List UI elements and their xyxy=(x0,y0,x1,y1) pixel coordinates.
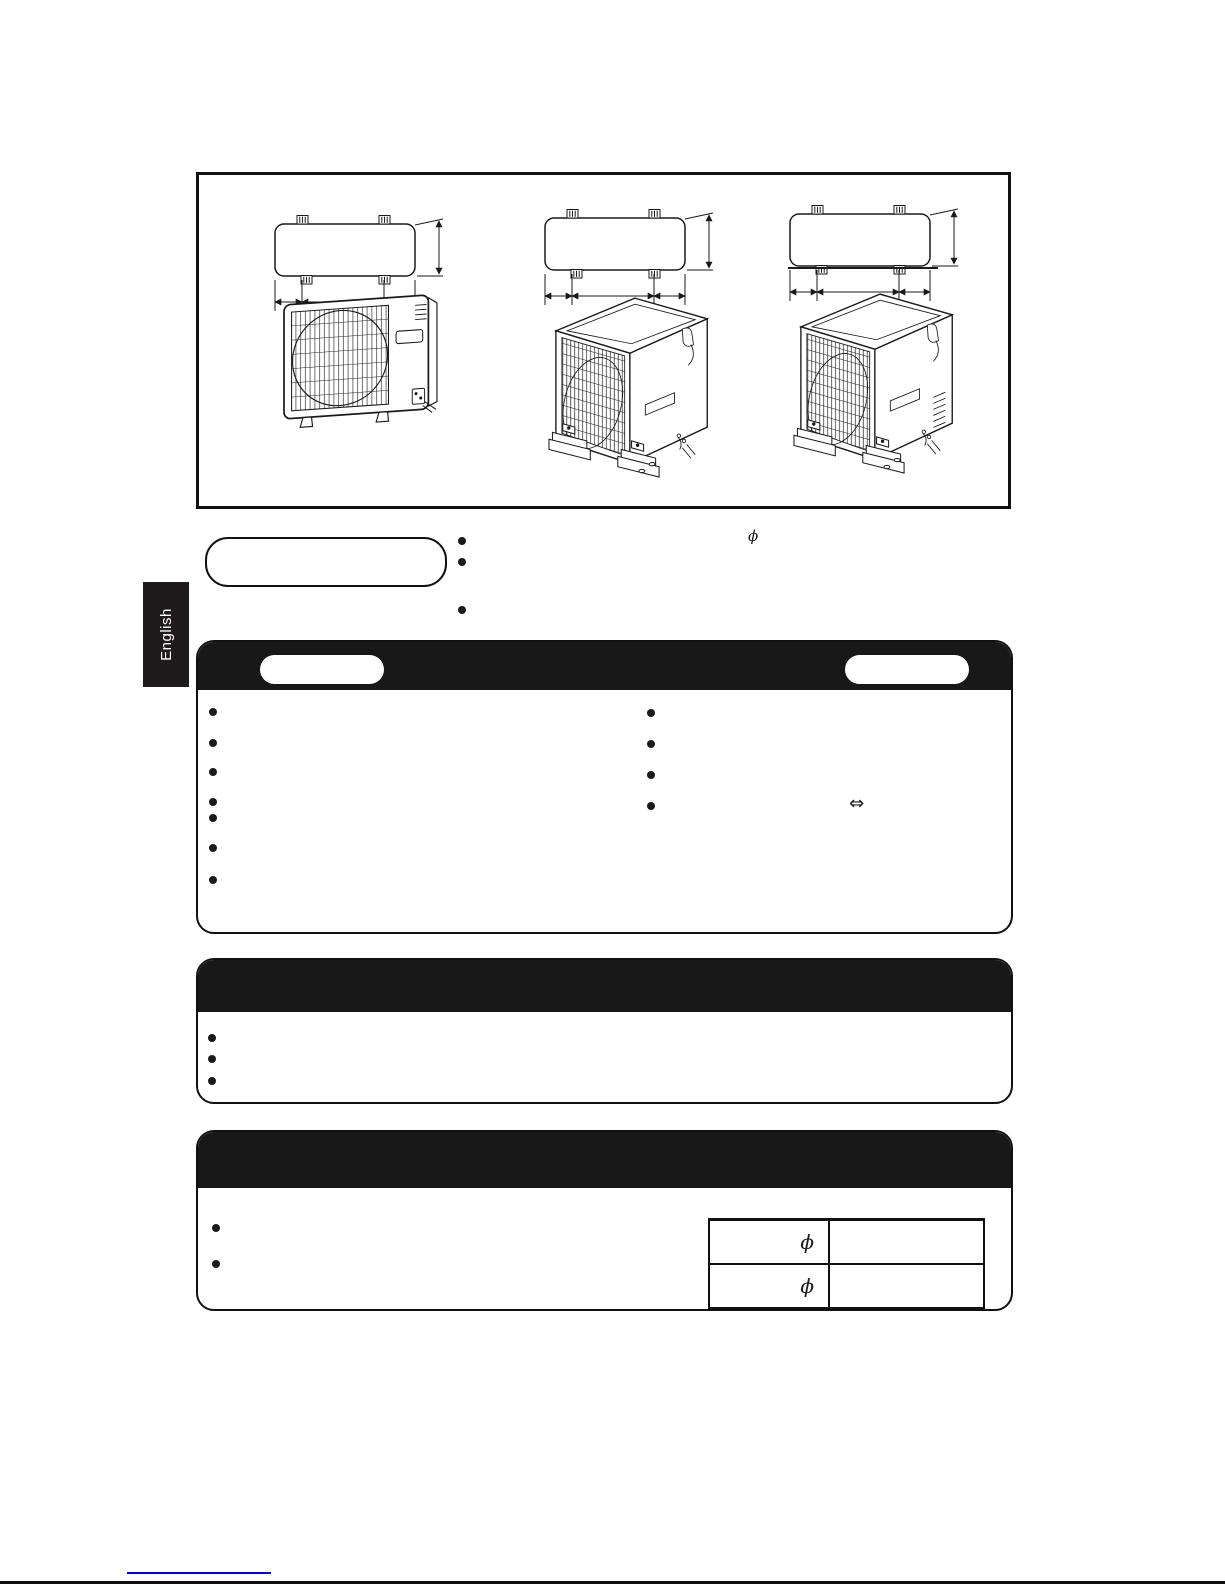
footer-link-underline[interactable] xyxy=(127,1572,271,1574)
double-arrow-icon: ⇔ xyxy=(849,793,865,814)
note-section-header-bar xyxy=(198,642,1011,690)
bullet-marker xyxy=(458,537,466,545)
phi-symbol: ϕ xyxy=(748,527,759,545)
list-item xyxy=(647,709,665,717)
bullet-marker xyxy=(209,798,217,806)
bullet-marker xyxy=(208,1077,216,1085)
caution-bullet-list xyxy=(208,1012,226,1085)
bullet-marker xyxy=(458,606,466,614)
bullet-marker xyxy=(647,802,655,810)
list-item xyxy=(209,739,227,747)
note-section xyxy=(196,640,1013,934)
page-bottom-rule xyxy=(0,1581,1225,1584)
top-view-diagram-2 xyxy=(545,210,713,306)
header-badge-left xyxy=(260,655,384,684)
bullet-marker xyxy=(209,814,217,822)
bullet-marker xyxy=(647,740,655,748)
list-item xyxy=(212,1224,230,1232)
list-item xyxy=(647,771,665,779)
outdoor-unit-drawing-2 xyxy=(549,298,707,477)
bullet-marker xyxy=(209,844,217,852)
outdoor-unit-drawing-1 xyxy=(284,294,437,428)
header-badge-right xyxy=(845,655,969,684)
top-view-diagram-3 xyxy=(788,206,958,302)
list-item xyxy=(209,876,227,884)
bullet-marker xyxy=(212,1260,220,1268)
language-tab xyxy=(143,582,189,687)
phi-cell: ϕ xyxy=(710,1221,830,1263)
tools-section-header-bar xyxy=(198,1132,1011,1188)
outdoor-unit-drawing-3 xyxy=(794,294,952,473)
tools-bullet-list xyxy=(212,1188,230,1268)
list-item xyxy=(208,1055,226,1063)
caution-section-header-bar xyxy=(198,960,1011,1012)
list-item xyxy=(209,708,227,716)
table-row xyxy=(710,1263,983,1307)
list-item xyxy=(208,1034,226,1042)
language-tab-label: English xyxy=(157,608,175,661)
bullet-marker xyxy=(212,1224,220,1232)
tools-section xyxy=(196,1130,1013,1311)
list-item xyxy=(647,802,665,810)
list-item xyxy=(208,1077,226,1085)
bullet-marker xyxy=(209,739,217,747)
bullet-marker xyxy=(209,876,217,884)
outdoor-unit-figure xyxy=(199,175,1008,506)
phi-cell: ϕ xyxy=(710,1265,830,1307)
bullet-marker xyxy=(647,709,655,717)
bullet-marker xyxy=(458,558,466,566)
list-item xyxy=(209,798,227,806)
pipe-size-table xyxy=(708,1218,985,1310)
value-cell xyxy=(830,1265,983,1307)
section-title-pill xyxy=(205,537,447,587)
bullet-marker xyxy=(209,768,217,776)
bullet-marker xyxy=(208,1034,216,1042)
table-row xyxy=(710,1221,983,1263)
bullet-marker xyxy=(208,1055,216,1063)
list-item xyxy=(212,1260,230,1268)
bullet-marker xyxy=(209,708,217,716)
bullet-marker xyxy=(647,771,655,779)
list-item xyxy=(209,844,227,852)
list-item xyxy=(647,740,665,748)
caution-section xyxy=(196,958,1013,1104)
note-bullet-list-left xyxy=(209,690,227,884)
list-item xyxy=(209,768,227,776)
list-item xyxy=(209,814,227,822)
note-bullet-list-right xyxy=(647,690,665,810)
value-cell xyxy=(830,1221,983,1263)
outdoor-unit-figure-box xyxy=(196,172,1011,509)
